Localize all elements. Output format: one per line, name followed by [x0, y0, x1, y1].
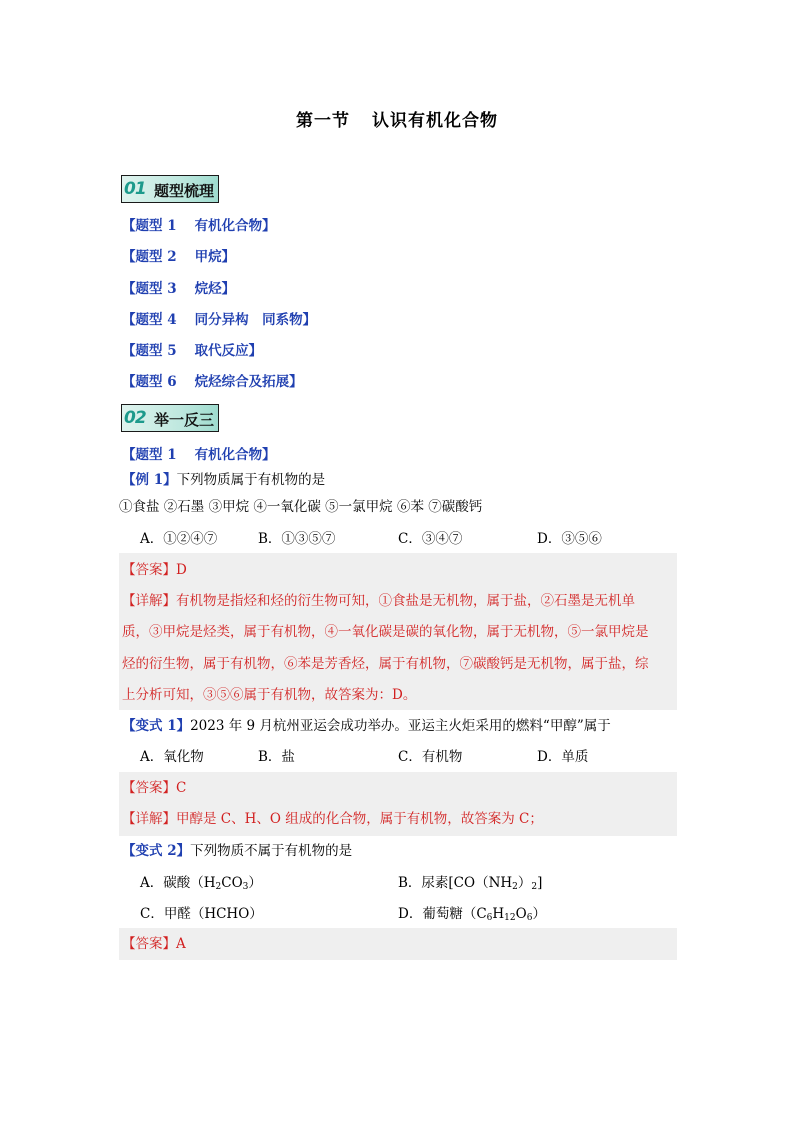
example-1-detail-line-4: 上分析可知，③⑤⑥属于有机物，故答案为：D。 [122, 687, 417, 703]
badge-label: 举一反三 [154, 411, 215, 429]
variant-1-option-d: D．单质 [537, 749, 589, 765]
variant-2-option-c: C．甲醛（HCHO） [140, 906, 263, 922]
variant-1-answer: 【答案】C [122, 780, 187, 796]
section-badge-question-types [121, 175, 219, 203]
example-1-option-b: B．①③⑤⑦ [258, 531, 336, 547]
page-title: 第一节 认识有机化合物 [296, 111, 498, 131]
variant-2-option-d: D．葡萄糖$(C_6H_{12}O_6)$ [398, 906, 546, 923]
toc-item-3[interactable]: 【题型 3 烷烃】 [122, 281, 236, 297]
variant-2-answer-box [119, 928, 677, 960]
example-1-detail-line-3: 烃的衍生物，属于有机物，⑥苯是芳香烃，属于有机物，⑦碳酸钙是无机物，属于盐，综 [122, 656, 649, 672]
badge-number: 01 [124, 179, 146, 199]
badge-number: 02 [124, 408, 146, 428]
variant-1-option-c: C．有机物 [398, 749, 463, 765]
variant-2-answer: 【答案】A [122, 936, 186, 952]
variant-1-detail: 【详解】甲醇是 C、H、O 组成的化合物，属于有机物，故答案为 C； [122, 811, 543, 827]
variant-1-option-b: B．盐 [258, 749, 295, 765]
variant-2-question: 【变式 2】下列物质不属于有机物的是 [122, 843, 353, 859]
example-1-items: ①食盐 ②石墨 ③甲烷 ④一氧化碳 ⑤一氯甲烷 ⑥苯 ⑦碳酸钙 [119, 499, 483, 515]
example-1-question: 【例 1】下列物质属于有机物的是 [122, 472, 326, 488]
toc-item-1[interactable]: 【题型 1 有机化合物】 [122, 218, 276, 234]
example-1-option-c: C．③④⑦ [398, 531, 463, 547]
example-1-detail-line-1: 【详解】有机物是指烃和烃的衍生物可知，①食盐是无机物，属于盐，②石墨是无机单 [122, 593, 635, 609]
example-1-option-a: A．①②④⑦ [140, 531, 218, 547]
example-1-answer: 【答案】D [122, 562, 187, 578]
toc-item-6[interactable]: 【题型 6 烷烃综合及拓展】 [122, 374, 303, 390]
section-badge-examples [121, 404, 219, 432]
badge-label: 题型梳理 [154, 182, 215, 200]
variant-2-option-a: A．碳酸$(H_2CO_3)$ [140, 875, 262, 892]
example-1-option-d: D．③⑤⑥ [537, 531, 602, 547]
example-1-detail-line-2: 质，③甲烷是烃类，属于有机物，④一氧化碳是碳的氧化物，属于无机物，⑤一氯甲烷是 [122, 624, 649, 640]
variant-2-option-b: B．尿素$[CO(NH_2)_2]$ [398, 875, 543, 892]
section-heading: 【题型 1 有机化合物】 [122, 447, 276, 463]
toc-item-4[interactable]: 【题型 4 同分异构 同系物】 [122, 312, 317, 328]
variant-1-question: 【变式 1】2023 年 9 月杭州亚运会成功举办。亚运主火炬采用的燃料“甲醇”属于 [122, 718, 611, 734]
toc-item-5[interactable]: 【题型 5 取代反应】 [122, 343, 263, 359]
toc-item-2[interactable]: 【题型 2 甲烷】 [122, 249, 236, 265]
variant-1-option-a: A．氧化物 [140, 749, 204, 765]
